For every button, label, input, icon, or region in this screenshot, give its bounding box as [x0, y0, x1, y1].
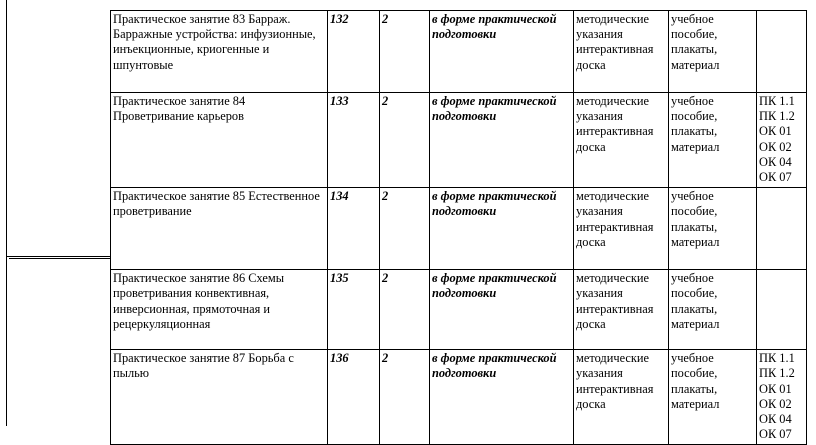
form-cell: в форме практической подготовки [430, 350, 574, 445]
table-row [111, 270, 807, 350]
competency-code: ОК 02 [759, 396, 792, 411]
competency-code: ОК 07 [759, 170, 792, 185]
competency-code: ОК 04 [759, 412, 792, 427]
topic-cell: Практическое занятие 87 Борьба с пылью [111, 350, 328, 445]
table-row [111, 93, 807, 188]
competency-code: ОК 01 [759, 381, 792, 396]
topic-cell: Практическое занятие 83 Барраж. Барражные устройства: инфузионные, инъекционные, криогенные и шпунтовые [111, 11, 328, 93]
methods-cell: методические указания интерактивная доска [574, 93, 669, 188]
materials-cell: учебное пособие, плакаты, материал [669, 11, 757, 93]
topic-cell: Практическое занятие 85 Естественное проветривание [111, 188, 328, 270]
competency-code: ОК 01 [759, 124, 792, 139]
hours-cell: 2 [380, 11, 430, 93]
competencies-cell [757, 93, 807, 188]
materials-cell: учебное пособие, плакаты, материал [669, 350, 757, 445]
competency-code: ОК 07 [759, 427, 792, 442]
hours-cell: 2 [380, 270, 430, 350]
competencies-cell [757, 350, 807, 445]
competencies-cell [757, 188, 807, 270]
materials-cell: учебное пособие, плакаты, материал [669, 270, 757, 350]
hours-cell: 2 [380, 350, 430, 445]
topic-cell: Практическое занятие 86 Схемы проветривания конвективная, инверсионная, прямоточная и рецеркуляционная [111, 270, 328, 350]
hours-cell: 2 [380, 93, 430, 188]
section-separator [6, 256, 110, 257]
methods-cell: методические указания интерактивная доска [574, 270, 669, 350]
form-cell: в форме практической подготовки [430, 93, 574, 188]
competency-code: ПК 1.2 [759, 109, 795, 124]
competencies-cell [757, 11, 807, 93]
methods-cell: методические указания интерактивная доска [574, 350, 669, 445]
lesson-number-cell: 134 [328, 188, 380, 270]
competency-code: ПК 1.2 [759, 366, 795, 381]
lessons-table [110, 10, 807, 445]
section-separator-inner [9, 258, 110, 259]
lesson-number-cell: 132 [328, 11, 380, 93]
form-cell: в форме практической подготовки [430, 188, 574, 270]
form-cell: в форме практической подготовки [430, 270, 574, 350]
lesson-number-cell: 133 [328, 93, 380, 188]
competency-code: ПК 1.1 [759, 94, 795, 108]
lesson-number-cell: 136 [328, 350, 380, 445]
competency-code: ОК 04 [759, 154, 792, 169]
table-row [111, 11, 807, 93]
lesson-number-cell: 135 [328, 270, 380, 350]
methods-cell: методические указания интерактивная доска [574, 11, 669, 93]
table-row [111, 350, 807, 445]
methods-cell: методические указания интерактивная доска [574, 188, 669, 270]
topic-cell: Практическое занятие 84 Проветривание карьеров [111, 93, 328, 188]
table-row [111, 188, 807, 270]
materials-cell: учебное пособие, плакаты, материал [669, 93, 757, 188]
competency-code: ПК 1.1 [759, 351, 795, 366]
form-cell: в форме практической подготовки [430, 11, 574, 93]
competency-code: ОК 02 [759, 139, 792, 154]
left-margin-rule [6, 0, 7, 426]
materials-cell: учебное пособие, плакаты, материал [669, 188, 757, 270]
hours-cell: 2 [380, 188, 430, 270]
competencies-cell [757, 270, 807, 350]
